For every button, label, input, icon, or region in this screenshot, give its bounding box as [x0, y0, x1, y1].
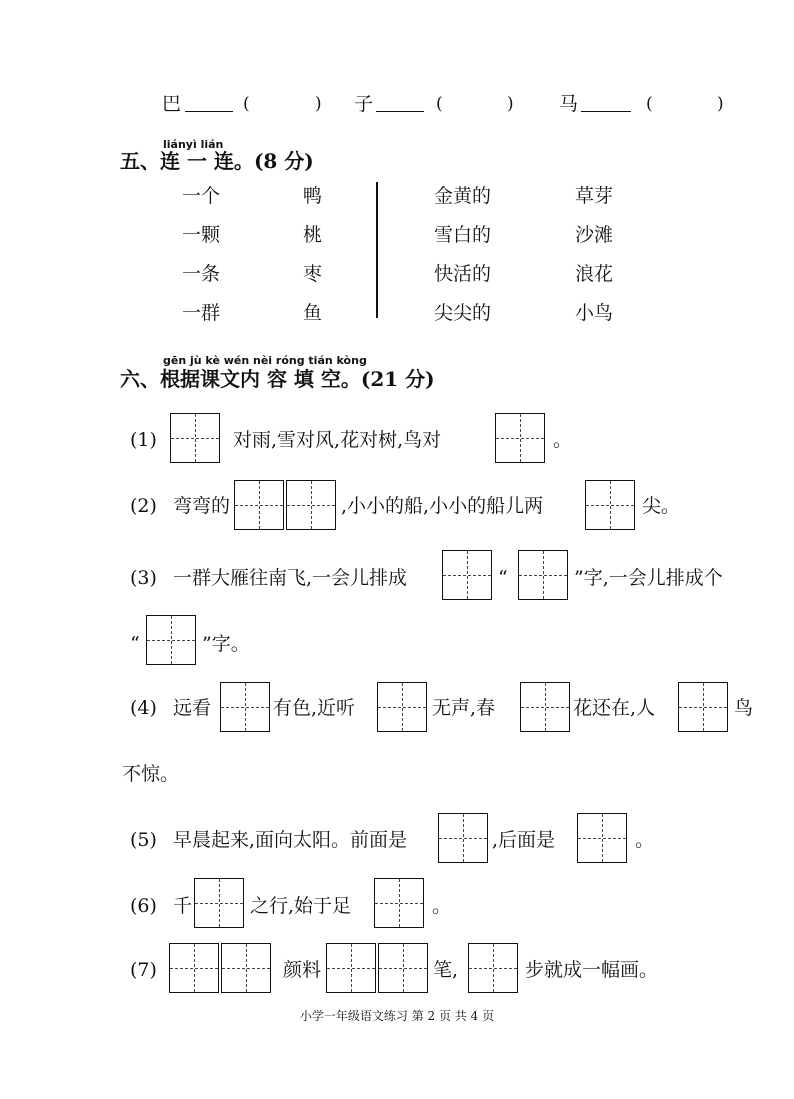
q7-number: (7) [130, 959, 157, 981]
page-footer: 小学一年级语文练习 第 2 页 共 4 页 [299, 1009, 495, 1023]
q4-text-3: 无声,春 [432, 697, 496, 719]
tianzige-box[interactable] [442, 550, 492, 600]
q3-text: 一群大雁往南飞,一会儿排成 [173, 567, 408, 589]
match-right-1[interactable]: 快活的 [434, 263, 492, 285]
match-right-1[interactable]: 尖尖的 [434, 302, 492, 324]
tianzige-box[interactable] [170, 413, 220, 463]
q1-text: 对雨,雪对风,花对树,鸟对 [233, 429, 442, 451]
q4-number: (4) [130, 697, 157, 719]
match-right-2[interactable]: 沙滩 [575, 224, 614, 246]
paren-open: ( [436, 94, 443, 114]
match-left-1[interactable]: 一个 [182, 185, 221, 207]
q7-text-2: 笔, [433, 959, 459, 981]
q5-text: 早晨起来,面向太阳。前面是 [173, 829, 408, 851]
paren-close: ) [507, 94, 514, 114]
match-left-2[interactable]: 鱼 [303, 302, 323, 324]
match-right-1[interactable]: 金黄的 [434, 185, 492, 207]
tianzige-box[interactable] [326, 943, 376, 993]
q6-end: 。 [432, 895, 452, 917]
q7-text-3: 步就成一幅画。 [525, 959, 659, 981]
q3-line2-close: ”字。 [202, 633, 250, 655]
tianzige-box[interactable] [221, 943, 271, 993]
q2-text-3: 尖。 [642, 495, 681, 517]
section-6-pinyin: gēn jù kè wén nèi róng tián kòng [163, 354, 367, 367]
q3-quote-open: “ [498, 567, 508, 589]
q5-end: 。 [635, 829, 655, 851]
tianzige-box[interactable] [468, 943, 518, 993]
q1-number: (1) [130, 429, 157, 451]
tianzige-box[interactable] [495, 413, 545, 463]
q6-number: (6) [130, 895, 157, 917]
q4-text-5: 鸟 [734, 697, 754, 719]
tianzige-box[interactable] [286, 480, 336, 530]
paren-close: ) [315, 94, 322, 114]
tianzige-box[interactable] [438, 813, 488, 863]
tianzige-box[interactable] [378, 943, 428, 993]
char-ma: 马 [559, 93, 579, 115]
match-left-1[interactable]: 一群 [182, 302, 221, 324]
column-divider [376, 182, 378, 318]
q2-text: 弯弯的 [173, 495, 231, 517]
q6-text-2: 之行,始于足 [250, 895, 352, 917]
tianzige-box[interactable] [518, 550, 568, 600]
answer-blank[interactable] [581, 111, 631, 112]
section-5-score: (8 分) [253, 149, 314, 173]
q2-text-2: ,小小的船,小小的船儿两 [341, 495, 544, 517]
match-left-1[interactable]: 一颗 [182, 224, 221, 246]
tianzige-box[interactable] [146, 615, 196, 665]
q6-text: 千 [173, 895, 193, 917]
answer-blank[interactable] [185, 111, 233, 112]
match-left-1[interactable]: 一条 [182, 263, 221, 285]
match-left-2[interactable]: 枣 [303, 263, 323, 285]
tianzige-box[interactable] [169, 943, 219, 993]
q4-text-2: 有色,近听 [273, 697, 356, 719]
char-zi: 子 [354, 93, 374, 115]
tianzige-box[interactable] [577, 813, 627, 863]
q3-number: (3) [130, 567, 157, 589]
q2-number: (2) [130, 495, 157, 517]
tianzige-box[interactable] [585, 480, 635, 530]
match-left-2[interactable]: 桃 [303, 224, 323, 246]
q5-number: (5) [130, 829, 157, 851]
tianzige-box[interactable] [374, 878, 424, 928]
paren-open: ( [243, 94, 250, 114]
match-right-2[interactable]: 小鸟 [575, 302, 614, 324]
q7-text: 颜料 [283, 959, 322, 981]
paren-open: ( [646, 94, 653, 114]
section-5-title-text: 五、连 一 连。 [120, 149, 254, 173]
paren-close: ) [717, 94, 724, 114]
tianzige-box[interactable] [520, 682, 570, 732]
tianzige-box[interactable] [377, 682, 427, 732]
q5-text-2: ,后面是 [492, 829, 556, 851]
q4-text-6: 不惊。 [122, 763, 180, 785]
char-ba: 巴 [162, 93, 182, 115]
section-6-title-text: 六、根据课文内 容 填 空。 [120, 367, 361, 391]
q4-text-4: 花还在,人 [573, 697, 656, 719]
q3-line2-open: “ [130, 633, 140, 655]
match-right-2[interactable]: 浪花 [575, 263, 614, 285]
section-5-title [120, 148, 314, 174]
q3-quote-close: ”字,一会儿排成个 [574, 567, 723, 589]
section-6-title [120, 366, 435, 392]
tianzige-box[interactable] [194, 878, 244, 928]
match-right-1[interactable]: 雪白的 [434, 224, 492, 246]
section-6-score: (21 分) [360, 367, 435, 391]
answer-blank[interactable] [376, 111, 424, 112]
q1-end: 。 [553, 429, 573, 451]
tianzige-box[interactable] [234, 480, 284, 530]
match-right-2[interactable]: 草芽 [575, 185, 614, 207]
q4-text: 远看 [173, 697, 212, 719]
tianzige-box[interactable] [220, 682, 270, 732]
match-left-2[interactable]: 鸭 [303, 185, 323, 207]
tianzige-box[interactable] [678, 682, 728, 732]
section-5-pinyin: liányì lián [163, 138, 224, 151]
